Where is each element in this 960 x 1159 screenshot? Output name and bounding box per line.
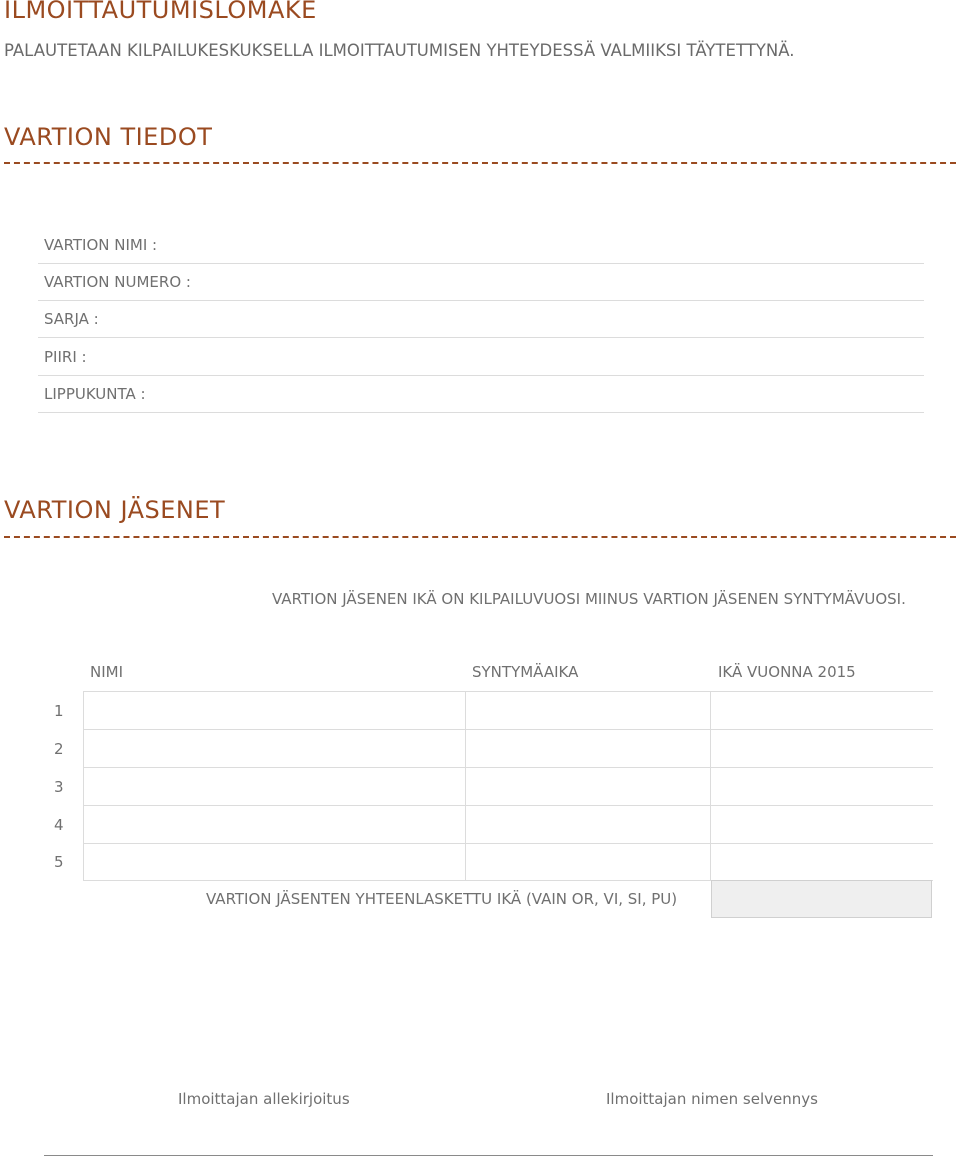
member-4-name-cell[interactable] [84,806,464,843]
patrol-info-divider [4,162,956,164]
members-divider [4,536,956,538]
row-number: 1 [54,702,64,720]
row-number: 2 [54,740,64,758]
member-1-name-cell[interactable] [84,692,464,729]
name-clarification-label: Ilmoittajan nimen selvennys [606,1090,818,1108]
signature-line[interactable] [44,1155,933,1156]
form-title: ILMOITTAUTUMISLOMAKE [4,0,317,24]
column-header-age: IKÄ VUONNA 2015 [718,663,856,681]
signature-label: Ilmoittajan allekirjoitus [178,1090,350,1108]
row-number: 5 [54,853,64,871]
member-3-name-cell[interactable] [84,768,464,805]
field-label-patrol-name: VARTION NIMI : [44,236,158,254]
row-number: 3 [54,778,64,796]
member-5-birthdate-cell[interactable] [466,844,709,880]
member-3-birthdate-cell[interactable] [466,768,709,805]
column-header-name: NIMI [90,663,124,681]
member-2-birthdate-cell[interactable] [466,730,709,767]
members-heading: VARTION JÄSENET [4,496,226,524]
age-note: VARTION JÄSENEN IKÄ ON KILPAILUVUOSI MIINUS VARTION JÄSENEN SYNTYMÄVUOSI. [272,590,906,608]
form-subtitle: PALAUTETAAN KILPAILUKESKUKSELLA ILMOITTAUTUMISEN YHTEYDESSÄ VALMIIKSI TÄYTETTYNÄ. [4,41,795,60]
member-1-birthdate-cell[interactable] [466,692,709,729]
member-2-name-cell[interactable] [84,730,464,767]
field-row-patrol-name[interactable] [38,227,924,264]
field-label-district: PIIRI : [44,348,87,366]
field-label-troop: LIPPUKUNTA : [44,385,146,403]
member-2-age-cell[interactable] [711,730,932,767]
row-number: 4 [54,816,64,834]
member-5-name-cell[interactable] [84,844,464,880]
member-3-age-cell[interactable] [711,768,932,805]
field-label-patrol-number: VARTION NUMERO : [44,273,191,291]
field-row-troop[interactable] [38,376,924,413]
field-row-series[interactable] [38,301,924,338]
member-5-age-cell[interactable] [711,844,932,880]
total-age-field[interactable] [711,880,932,918]
member-4-age-cell[interactable] [711,806,932,843]
total-age-label: VARTION JÄSENTEN YHTEENLASKETTU IKÄ (VAIN OR, VI, SI, PU) [206,890,678,908]
field-row-patrol-number[interactable] [38,264,924,301]
field-row-district[interactable] [38,339,924,376]
column-header-birthdate: SYNTYMÄAIKA [472,663,579,681]
field-label-series: SARJA : [44,310,99,328]
member-1-age-cell[interactable] [711,692,932,729]
patrol-info-heading: VARTION TIEDOT [4,123,213,151]
member-4-birthdate-cell[interactable] [466,806,709,843]
